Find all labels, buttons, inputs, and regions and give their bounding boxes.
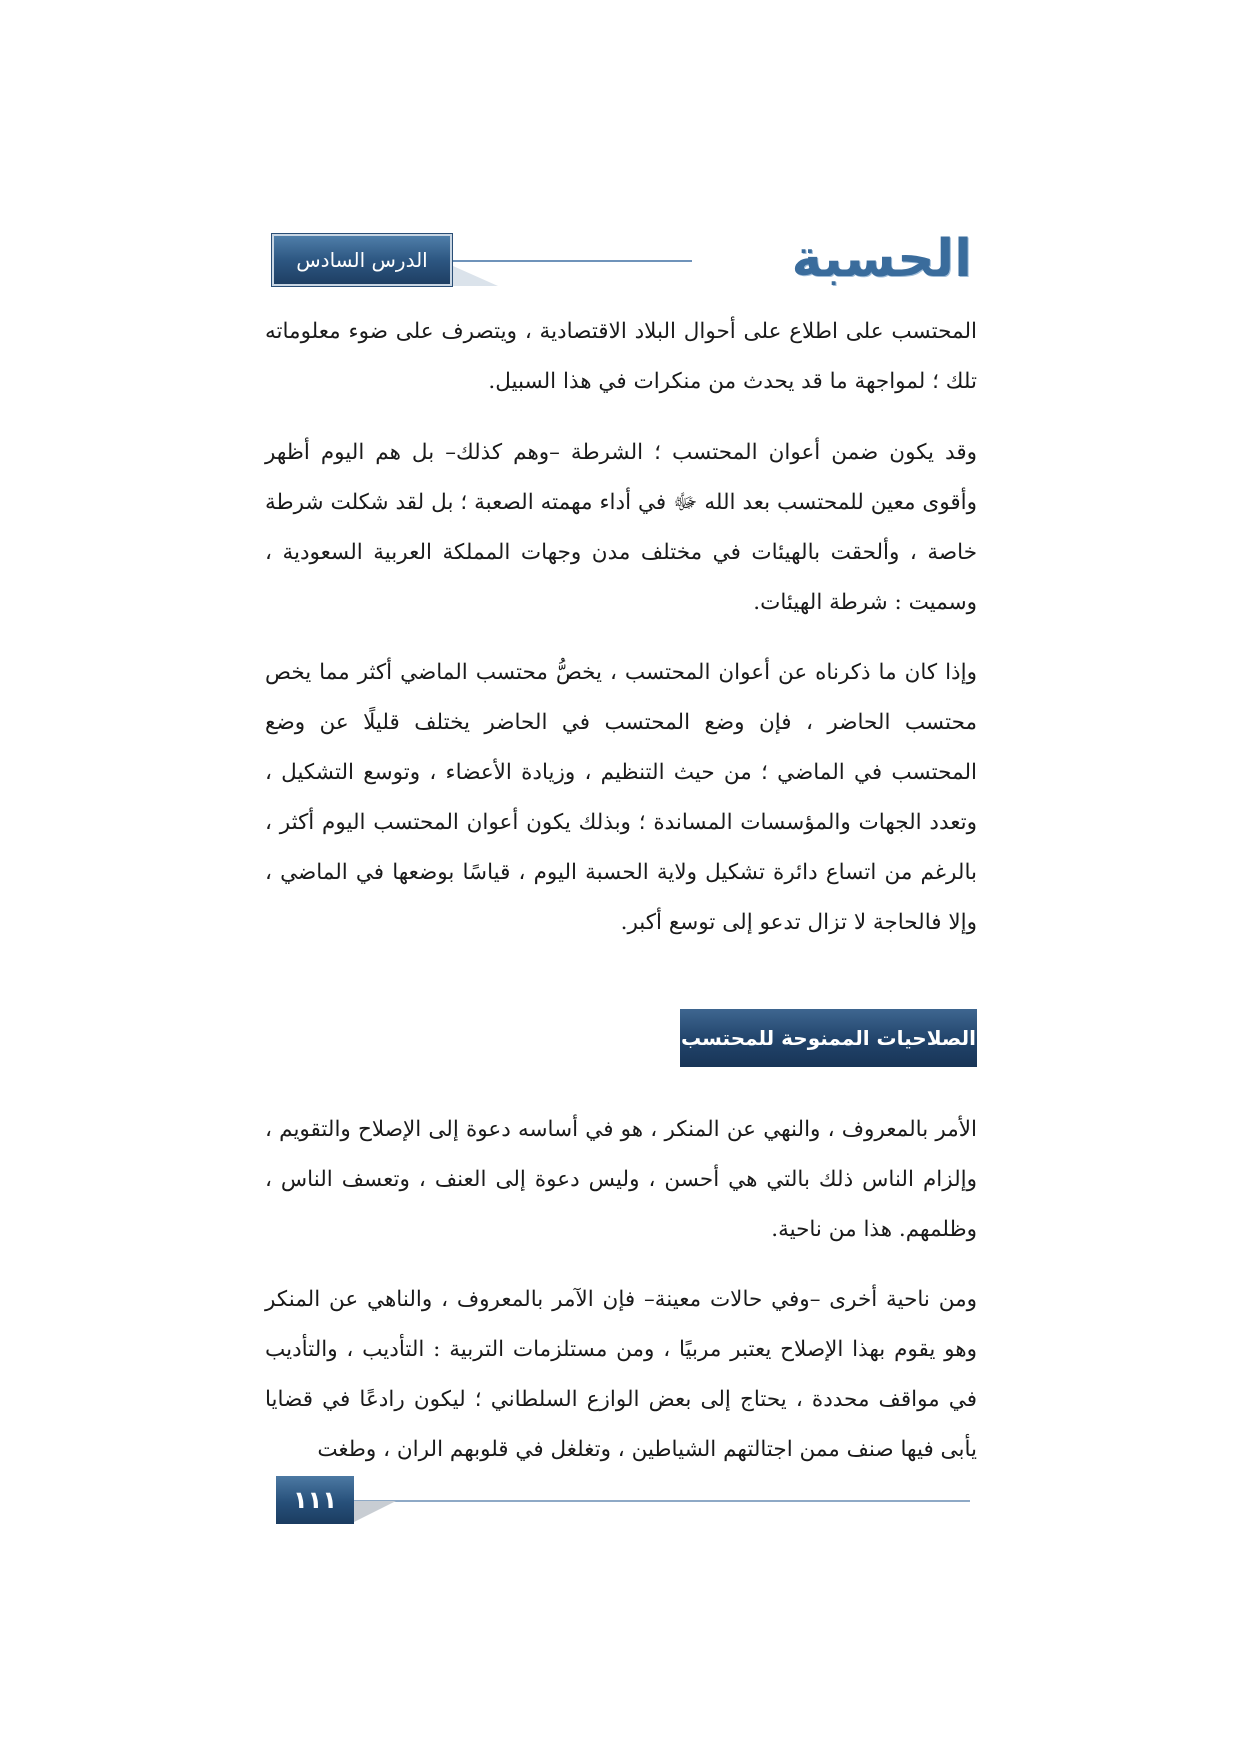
body-paragraph: المحتسب على اطلاع على أحوال البلاد الاقتصادية ، ويتصرف على ضوء معلوماته تلك ؛ لمواجهة ما قد يحدث من منكرات في هذا السبيل. bbox=[265, 319, 977, 394]
body-paragraph: وإذا كان ما ذكرناه عن أعوان المحتسب ، يخصُّ محتسب الماضي أكثر مما يخص محتسب الحاضر ، فإن وضع المحتسب في الحاضر يختلف قليلًا عن وضع المحتسب في الماضي ؛ من حيث التنظيم ، وزيادة الأعضاء ، وتوسع التشكيل ، وتعدد الجهات والمؤسسات المساندة ؛ وبذلك يكون أعوان المحتسب اليوم أكثر ، بالرغم من اتساع دائرة تشكيل ولاية الحسبة اليوم ، قياسًا بوضعها في الماضي ، وإلا فالحاجة لا تزال تدعو إلى توسع أكبر. bbox=[265, 660, 977, 935]
badge-shadow bbox=[444, 262, 498, 286]
body-paragraph: الأمر بالمعروف ، والنهي عن المنكر ، هو في أساسه دعوة إلى الإصلاح والتقويم ، وإلزام الناس ذلك بالتي هي أحسن ، وليس دعوة إلى العنف ، وتعسف الناس ، وظلمهم. هذا من ناحية. bbox=[265, 1117, 977, 1242]
footer-rule bbox=[350, 1500, 970, 1502]
footer-shadow bbox=[352, 1501, 396, 1523]
chapter-title: الحسبة bbox=[791, 229, 972, 289]
lesson-badge: الدرس السادس bbox=[272, 234, 452, 286]
body-paragraph: ومن ناحية أخرى –وفي حالات معينة– فإن الآمر بالمعروف ، والناهي عن المنكر وهو يقوم بهذا الإصلاح يعتبر مربيًا ، ومن مستلزمات التربية : التأديب ، والتأديب في مواقف محددة ، يحتاج إلى بعض الوازع السلطاني ؛ ليكون رادعًا في قضايا يأبى فيها صنف ممن اجتالتهم الشياطين ، وتغلغل في قلوبهم الران ، وطغت bbox=[265, 1287, 977, 1462]
body-paragraph: وقد يكون ضمن أعوان المحتسب ؛ الشرطة –وهم كذلك– بل هم اليوم أظهر وأقوى معين للمحتسب بعد الله ﷻ في أداء مهمته الصعبة ؛ بل لقد شكلت شرطة خاصة ، وألحقت بالهيئات في مختلف مدن وجهات المملكة العربية السعودية ، وسميت : شرطة الهيئات. bbox=[265, 440, 977, 615]
page-number: ١١١ bbox=[276, 1476, 354, 1524]
page-header bbox=[272, 228, 972, 292]
section-heading: الصلاحيات الممنوحة للمحتسب bbox=[680, 1009, 977, 1067]
